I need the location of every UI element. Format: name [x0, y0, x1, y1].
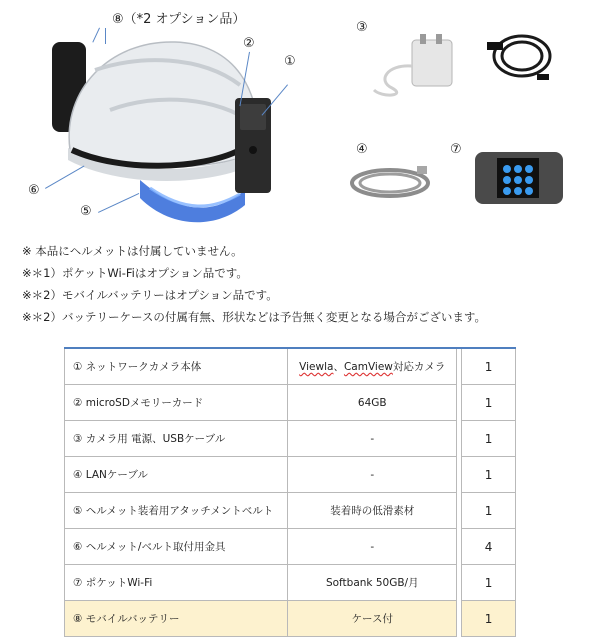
pocket-wifi-illustration: [473, 150, 565, 206]
lan-cable-illustration: [345, 158, 435, 213]
callout-2: ②: [243, 36, 255, 51]
item-qty: 1: [462, 493, 516, 529]
table-row: [65, 421, 516, 457]
item-spec: ケース付: [288, 601, 457, 637]
spec-suffix: 対応カメラ: [392, 361, 446, 373]
note-line: ※＊2）バッテリーケースの付属有無、形状などは予告無く変更となる場合がございます。: [22, 310, 486, 324]
table-row: [65, 385, 516, 421]
item-name: ⑧ モバイルバッテリー: [65, 601, 288, 637]
item-name: ① ネットワークカメラ本体: [65, 348, 288, 385]
item-name: ③ カメラ用 電源、USBケーブル: [65, 421, 288, 457]
table-row: [65, 457, 516, 493]
table-row-highlighted: [65, 601, 516, 637]
spec-brand-1: Viewla: [299, 361, 334, 373]
spec-separator: 、: [333, 361, 344, 373]
item-name: ⑦ ポケットWi-Fi: [65, 565, 288, 601]
notes-block: [22, 240, 486, 328]
callout-6: ⑥: [28, 183, 40, 198]
callout-4: ④: [356, 142, 368, 157]
power-adapter-illustration: [372, 26, 462, 101]
item-spec: Softbank 50GB/月: [288, 565, 457, 601]
table-row: [65, 348, 516, 385]
item-spec: -: [288, 529, 457, 565]
note-line: ※ 本品にヘルメットは付属していません。: [22, 244, 243, 258]
table-row: [65, 493, 516, 529]
item-spec: 64GB: [288, 385, 457, 421]
helmet-camera-illustration: [0, 0, 300, 235]
callout-8: ⑧（*2 オプション品）: [112, 12, 246, 27]
callout-5: ⑤: [80, 204, 92, 219]
table-row: [65, 565, 516, 601]
item-qty: 1: [462, 385, 516, 421]
item-qty: 1: [462, 348, 516, 385]
item-qty: 1: [462, 457, 516, 493]
contents-table: [64, 347, 516, 637]
item-spec: -: [288, 457, 457, 493]
callout-7: ⑦: [450, 142, 462, 157]
item-name: ② microSDメモリーカード: [65, 385, 288, 421]
usb-cable-illustration: [482, 22, 557, 87]
spec-brand-2: CamView: [343, 361, 393, 373]
item-name: ⑥ ヘルメット/ベルト取付用金具: [65, 529, 288, 565]
table-row: [65, 529, 516, 565]
item-spec: [288, 348, 457, 385]
item-spec: 装着時の低滑素材: [288, 493, 457, 529]
item-spec: -: [288, 421, 457, 457]
item-qty: 4: [462, 529, 516, 565]
callout-1: ①: [284, 54, 296, 69]
item-qty: 1: [462, 565, 516, 601]
item-name: ⑤ ヘルメット装着用アタッチメントベルト: [65, 493, 288, 529]
note-line: ※＊2）モバイルバッテリーはオプション品です。: [22, 288, 278, 302]
item-name: ④ LANケーブル: [65, 457, 288, 493]
note-line: ※＊1）ポケットWi-Fiはオプション品です。: [22, 266, 248, 280]
item-qty: 1: [462, 421, 516, 457]
item-qty: 1: [462, 601, 516, 637]
callout-3: ③: [356, 20, 368, 35]
